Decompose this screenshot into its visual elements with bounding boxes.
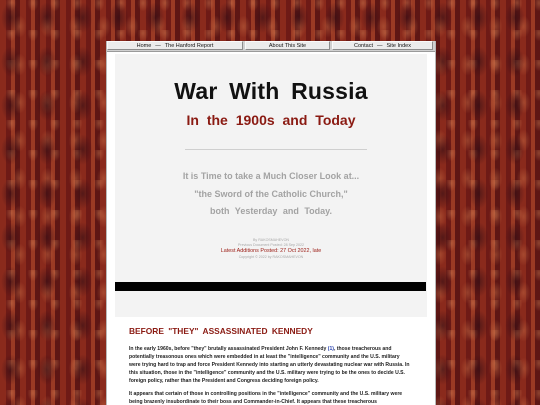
nav-home-hanford[interactable] — [107, 41, 243, 50]
copyright-notice: Copyright © 2022 by RAKOSMAHEVON — [238, 255, 304, 259]
body-paragraph-2: It appears that certain of those in controlling positions in the "intelligence" community and the U.S. military were being brazenly insubordinate to their boss and Commander-in-Chief. It appears that these treacherous — [129, 391, 403, 405]
page-title: War With Russia — [174, 78, 368, 104]
black-divider-bar — [115, 282, 426, 291]
nav-contact-index[interactable] — [332, 41, 433, 50]
nav-hanford-report-link[interactable]: The Hanford Report — [164, 43, 214, 49]
section-heading: BEFORE "THEY" ASSASSINATED KENNEDY — [129, 326, 313, 336]
nav-contact-link[interactable]: Contact — [354, 43, 373, 49]
para1-text-after: , those treacherous and potentially treasonous ones which were embedded in at least the "intelligence" community and the U.S. military were trying hard to trap and force President Kennedy into starting an utterly devastating nuclear war with Russia. In this situation, those in the "intelligence" community and the U.S. military were trying to be the ones to decide U.S. foreign policy, rather than the President and Congress deciding foreign policy. — [129, 346, 410, 384]
nav-separator: — — [377, 43, 383, 49]
nav-separator: — — [155, 43, 161, 49]
header-panel — [115, 54, 427, 317]
tagline-line-3: both Yesterday and Today. — [209, 206, 333, 216]
page-subtitle: In the 1900s and Today — [186, 112, 356, 128]
para1-text-before: In the early 1960s, before "they" brutally assassinated President John F. Kennedy — [129, 346, 328, 352]
previous-posted-date: Previous Document Posted: 28 Sep 2022 — [238, 243, 304, 247]
header-divider — [185, 149, 367, 150]
nav-home-link[interactable]: Home — [136, 43, 152, 49]
tagline-line-1: It is Time to take a Much Closer Look at... — [182, 171, 360, 181]
nav-about[interactable] — [245, 41, 330, 50]
latest-additions-date: Latest Additions Posted: 27 Oct 2022, late — [220, 248, 322, 254]
body-paragraph-1 — [129, 345, 412, 385]
tagline-line-2: "the Sword of the Catholic Church," — [194, 189, 348, 199]
footnote-link-1[interactable]: (1) — [327, 346, 334, 352]
nav-about-link[interactable]: About This Site — [268, 43, 307, 49]
page-container — [106, 41, 436, 405]
nav-site-index-link[interactable]: Site Index — [386, 43, 411, 49]
top-navigation-bar — [107, 41, 435, 52]
byline: By RAKOSMAHEVON — [253, 238, 289, 242]
